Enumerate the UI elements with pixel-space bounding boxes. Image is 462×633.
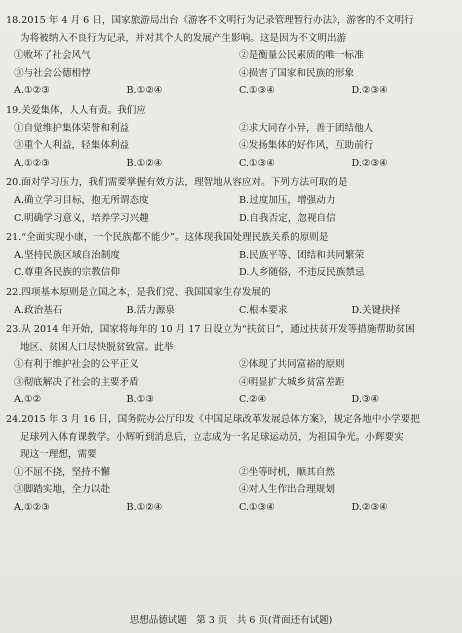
statement-item: ②求大同存小异，善于团结他人 xyxy=(239,122,374,134)
statement-item: ③彻底解决了社会的主要矛盾 xyxy=(14,376,139,388)
question-stem-line: 20.面对学习压力，我们需要掌握有效方法，理智地从容应对。下列方法可取的是 xyxy=(6,177,348,189)
answer-option: C.尊重各民族的宗教信仰 xyxy=(14,267,120,279)
question-stem-line: 22.四项基本原则是立国之本，是我们党、我国国家生存发展的 xyxy=(6,286,271,298)
question xyxy=(6,174,456,227)
statement-item: ①败坏了社会风气 xyxy=(14,50,91,62)
answer-choice: B.活力源泉 xyxy=(126,304,175,316)
statement-item: ④明显扩大城乡贫富差距 xyxy=(239,376,345,388)
statement-item: ②是衡量公民素质的唯一标准 xyxy=(239,50,364,62)
answer-choice: D.③④ xyxy=(351,394,380,406)
question xyxy=(6,284,456,319)
answer-option: B.过度加压，增强动力 xyxy=(239,194,336,206)
page-footer: 思想品德试题 第 3 页 共 6 页(背面还有试题) xyxy=(129,615,333,626)
answer-option: B.民族平等、团结和共同繁荣 xyxy=(239,249,365,261)
answer-choice: A.政治基石 xyxy=(14,304,63,316)
question-stem-line: 18.2015 年 4 月 6 日，国家旅游局出台《游客不文明行为记录管理暂行办法》，游客的不文明行 xyxy=(6,15,414,26)
question-stem-line: 为将被纳入不良行为记录，并对其个人的发展产生影响。这是因为不文明出游 xyxy=(20,32,347,44)
answer-choice: A.①②③ xyxy=(14,502,50,514)
question xyxy=(6,102,456,172)
answer-choice: B.①②④ xyxy=(126,157,163,169)
answer-choice: D.关键抉择 xyxy=(351,304,401,316)
statement-item: ④对人生作出合理规划 xyxy=(239,484,335,496)
answer-choice: C.①③④ xyxy=(239,157,275,169)
question-list xyxy=(6,12,456,519)
question-stem-line: 23.从 2014 年开始，国家将每年的 10 月 17 日设立为“扶贫日”，通过扶贫开发等措施帮助贫困 xyxy=(6,324,415,336)
question-stem-line: 足球列入体育课教学。小辉听到消息后，立志成为一名足球运动员，为祖国争光。小辉要实 xyxy=(20,431,404,443)
answer-choice: C.①③④ xyxy=(239,502,275,514)
answer-option: A.确立学习目标，抱无所谓态度 xyxy=(14,194,149,206)
answer-choice: A.①② xyxy=(14,394,42,406)
question xyxy=(6,321,456,409)
answer-choice: D.②③④ xyxy=(351,85,388,97)
question xyxy=(6,229,456,282)
answer-choice: D.②③④ xyxy=(351,157,388,169)
answer-choice: B.①②④ xyxy=(126,502,163,514)
answer-choice: B.①②④ xyxy=(126,85,163,97)
answer-option: D.自我否定，忽视自信 xyxy=(239,212,336,224)
answer-option: A.坚持民族区域自治制度 xyxy=(14,249,120,261)
statement-item: ①自觉维护集体荣誉和利益 xyxy=(14,122,130,134)
question xyxy=(6,12,456,100)
answer-option: C.明确学习意义，培养学习兴趣 xyxy=(14,212,149,224)
question-stem-line: 24.2015 年 3 月 16 日，国务院办公厅印发《中国足球改革发展总体方案》，规定各地中小学要把 xyxy=(6,414,420,426)
statement-item: ③重个人利益，轻集体利益 xyxy=(14,140,130,152)
question-stem-line: 现这一理想，需要 xyxy=(20,449,97,461)
answer-choice: D.②③④ xyxy=(351,502,388,514)
answer-choice: C.①③④ xyxy=(239,85,275,97)
statement-item: ②体现了共同富裕的原则 xyxy=(239,359,345,371)
statement-item: ②坐等时机，顺其自然 xyxy=(239,466,335,478)
statement-item: ④发扬集体的好作风，互助前行 xyxy=(239,140,374,152)
question-stem-line: 地区、贫困人口尽快脱贫致富。此举 xyxy=(20,341,174,353)
answer-choice: C.根本要求 xyxy=(239,304,288,316)
answer-choice: A.①②③ xyxy=(14,85,50,97)
answer-choice: A.①②③ xyxy=(14,157,50,169)
statement-item: ④损害了国家和民族的形象 xyxy=(239,67,355,79)
answer-choice: B.①③ xyxy=(126,394,154,406)
statement-item: ③脚踏实地，全力以赴 xyxy=(14,484,110,496)
statement-item: ①有利于维护社会的公平正义 xyxy=(14,359,139,371)
question-stem-line: 21.“全面实现小康，一个民族都不能少”。这体现我国处理民族关系的原则是 xyxy=(6,232,329,244)
answer-option: D.人乡随俗，不违反民族禁忌 xyxy=(239,267,365,279)
question xyxy=(6,411,456,517)
question-stem-line: 19.关爱集体，人人有责。我们应 xyxy=(6,104,146,116)
answer-choice: C.②④ xyxy=(239,394,267,406)
statement-item: ③与社会公德相悖 xyxy=(14,67,91,79)
statement-item: ①不屈不挠，坚持不懈 xyxy=(14,466,110,478)
